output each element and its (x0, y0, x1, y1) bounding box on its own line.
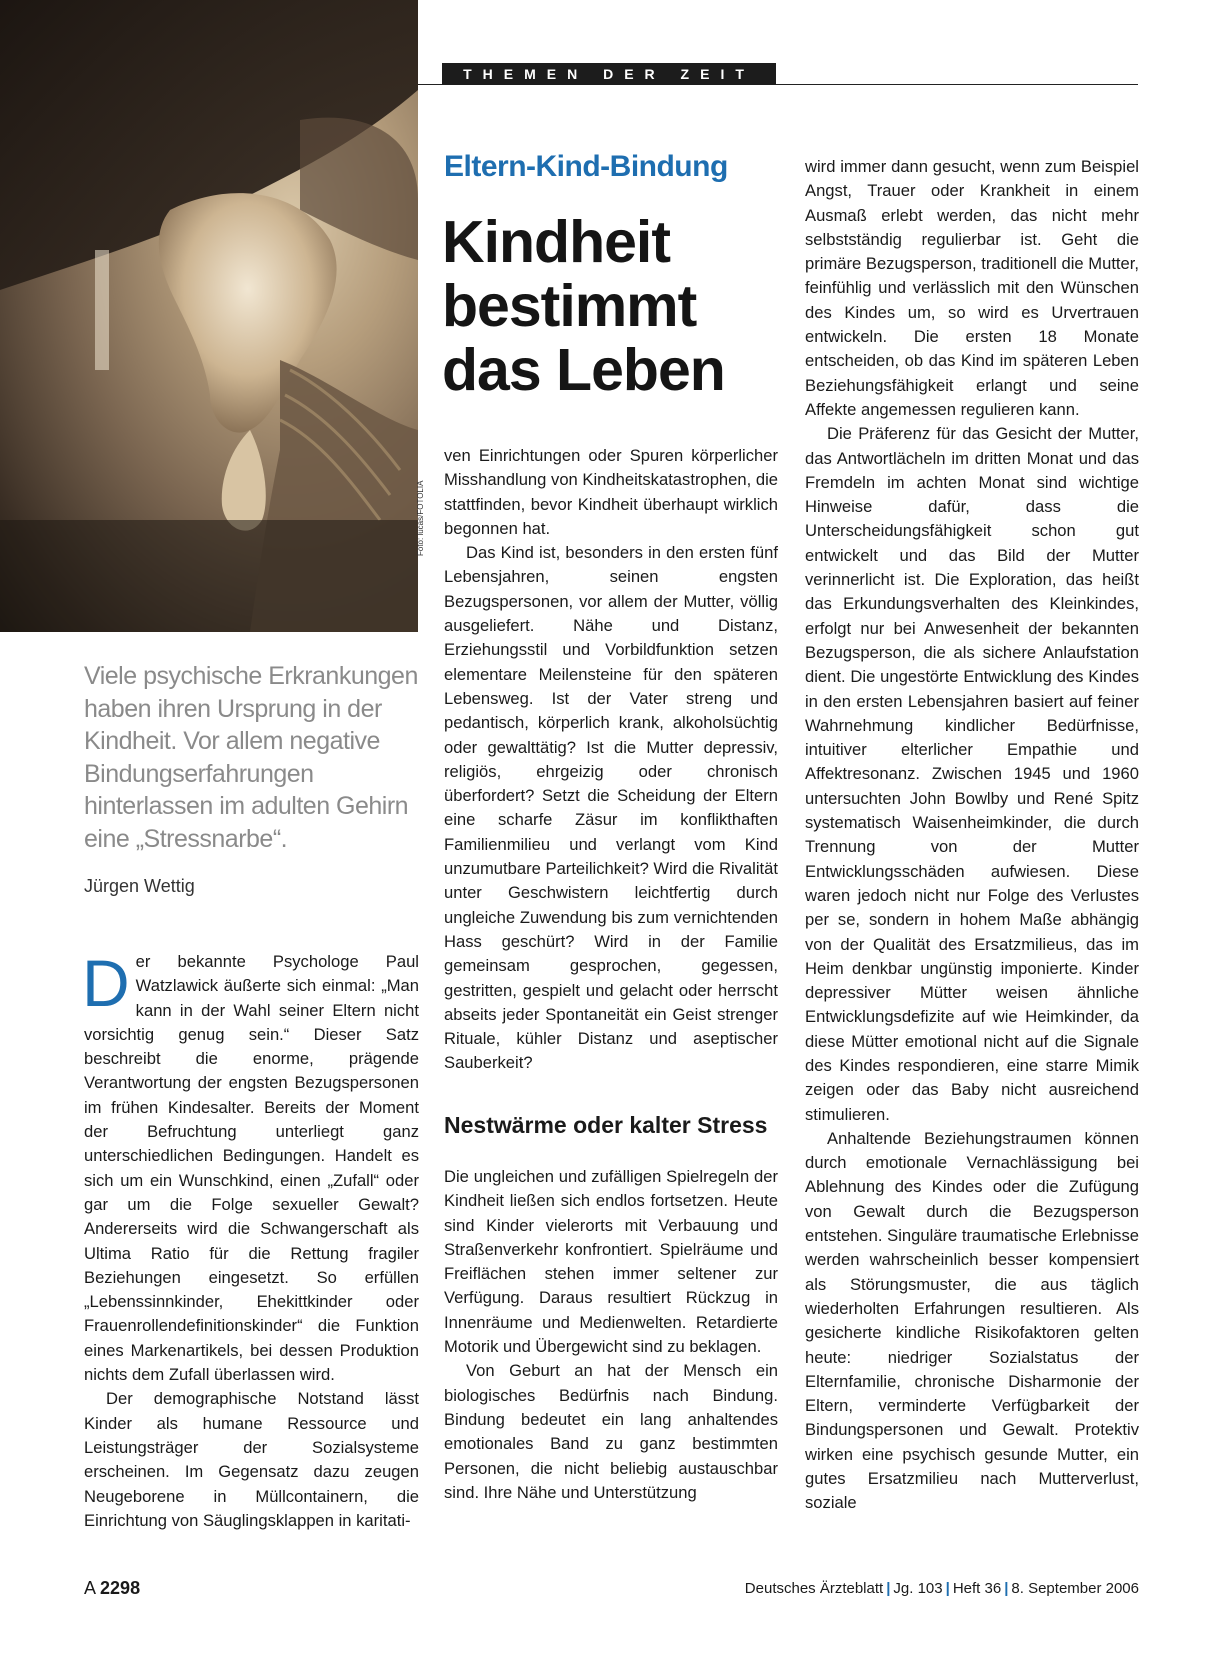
journal-volume: Jg. 103 (893, 1580, 943, 1597)
article-author: Jürgen Wettig (84, 876, 195, 896)
text-column-2-continued (444, 1165, 778, 1505)
page-number-value: 2298 (100, 1578, 141, 1598)
photo-credit: Foto: lucas/FOTOLIA (416, 480, 425, 556)
footer-separator: | (945, 1580, 950, 1597)
section-subheading: Nestwärme oder kalter Stress (444, 1112, 768, 1138)
hands-photo (0, 0, 418, 632)
paragraph: Der demographische Notstand lässt Kinder als humane Ressource und Leistungsträger der Sozialsysteme erscheinen. Im Gegensatz dazu zeugen Neugeborene in Müllcontainern, die Einrichtung von Säuglingsklappen in karitati- (84, 1389, 419, 1530)
paragraph: wird immer dann gesucht, wenn zum Beispiel Angst, Trauer oder Krankheit in einem Ausmaß erlebt werden, das nicht mehr selbstständig regulierbar ist. Geht die primäre Bezugsperson, traditionell die Mutter, feinfühlig und verlässlich mit den Wünschen des Kindes um, so wird es Urvertrauen entwickeln. Die ersten 18 Monate entscheiden, ob das Kind im späteren Leben Beziehungsfähigkeit erlangt und seine Affekte angemessen regulieren kann. (805, 157, 1139, 419)
paragraph: Anhaltende Beziehungstraumen können durch emotionale Vernachlässigung bei Ablehnung des Kindes oder die Zufügung von Gewalt durch die Bezugsperson entstehen. Singuläre traumatische Erlebnisse werden wahrscheinlich besser kompensiert als Störungsmuster, die aus täglich wiederholten Erfahrungen resultieren. Als gesicherte kindliche Risikofaktoren gelten heute: niedriger Sozialstatus der Elternfamilie, chronische Disharmonie der Eltern, verminderte Verfügbarkeit der Bindungspersonen und Gewalt. Protektiv wirken eine psychisch gesunde Mutter, ein gutes Ersatzmilieu nach Mutterverlust, soziale (805, 1128, 1139, 1513)
drop-cap: D (82, 946, 130, 1020)
section-rubric: THEMEN DER ZEIT (442, 63, 776, 85)
footer-separator: | (1004, 1580, 1009, 1597)
paragraph: Von Geburt an hat der Mensch ein biologisches Bedürfnis nach Bindung. Bindung bedeutet ein lang anhaltendes emotionales Band zu ganz bestimmten Personen, die nicht beliebig austauschbar sind. Ihre Nähe und Unterstützung (444, 1361, 778, 1502)
text-column-3 (805, 155, 1139, 1516)
text-column-1 (82, 946, 419, 1533)
paragraph-text: er bekannte Psychologe Paul Watzlawick äußerte sich einmal: „Man kann in der Wahl seiner Eltern nicht vorsichtig genug sein.“ Dieser Satz beschreibt die enorme, prägende Verantwortung der engsten Bezugspersonen im frühen Kindesalter. Bereits der Moment der Befruchtung unterliegt ganz unterschiedlichen Bedingungen. Handelt es sich um ein Wunschkind, einen „Zufall“ oder gar um die Folge sexueller Gewalt? Andererseits wird die Schwangerschaft als Ultima Ratio für die Rettung fragiler Beziehungen eingesetzt. So erfüllen „Lebenssinnkinder, Ehekittkinder oder Frauenrollendefinitionskinder“ die Funktion eines Markenartikels, bei dessen Produktion nichts dem Zufall überlassen wird. (84, 952, 419, 1385)
paragraph: Die Präferenz für das Gesicht der Mutter, das Antwortlächeln im dritten Monat und das Fremdeln im achten Monat sind wichtige Hinweise dafür, dass die Unterscheidungsfähigkeit schon gut entwickelt und das Bild der Mutter verinnerlicht ist. Die Exploration, das heißt das Erkundungsverhalten des Kleinkindes, erfolgt nur bei Anwesenheit der bekannten Bezugsperson, die als sichere Anlaufstation dient. Die ungestörte Entwicklung des Kindes in den ersten Lebensjahren basiert auf feiner Wahrnehmung kindlicher Bedürfnisse, intuitiver elterlicher Empathie und Affektresonanz. Zwischen 1945 und 1960 untersuchten John Bowlby und René Spitz systematisch Waisenheimkinder, die durch Trennung von der Mutter Entwicklungsschäden aufwiesen. Diese waren jedoch nicht nur Folge des Verlustes per se, sondern in hohem Maße abhängig von der Qualität des Ersatzmilieus, das im Heim denkbar ungünstig imponierte. Kinder depressiver Mütter weisen ähnliche Entwicklungsdefizite auf wie Heimkinder, da diese Mütter emotional nicht auf die Signale des Kindes respondieren, eine starre Mimik zeigen oder das Baby nicht ausreichend stimulieren. (805, 424, 1139, 1124)
paragraph: Die ungleichen und zufälligen Spielregeln der Kindheit ließen sich endlos fortsetzen. Heute sind Kinder vielerorts mit Verbauung und Straßenverkehr konfrontiert. Spielräume und Freiflächen stehen immer seltener zur Verfügung. Daraus resultiert Rückzug in Innenräume und Medienwelten. Retardierte Motorik und Übergewicht sind zu beklagen. (444, 1167, 778, 1357)
journal-date: 8. September 2006 (1011, 1580, 1139, 1597)
paragraph (82, 946, 419, 1387)
journal-issue: Heft 36 (952, 1580, 1002, 1597)
page-number (84, 1578, 140, 1599)
article-lead: Viele psychische Erkrankungen haben ihren Ursprung in der Kindheit. Vor allem negative Bindungserfahrungen hinterlassen im adulten Gehirn eine „Stressnarbe“. (84, 662, 418, 853)
journal-name: Deutsches Ärzteblatt (744, 1580, 884, 1597)
paragraph: ven Einrichtungen oder Spuren körperlicher Misshandlung von Kindheitskatastrophen, die stattfinden, bevor Kindheit überhaupt wirklich begonnen hat. (444, 446, 778, 538)
article-headline: Kindheit bestimmt das Leben (442, 209, 725, 403)
paragraph: Das Kind ist, besonders in den ersten fünf Lebensjahren, seinen engsten Bezugspersonen, vor allem der Mutter, völlig ausgeliefert. Nähe und Distanz, Erziehungsstil und Vorbildfunktion setzen elementare Meilensteine für den späteren Lebensweg. Ist der Vater streng und pedantisch, körperlich krank, alkoholsüchtig oder gewalttätig? Ist die Mutter depressiv, religiös, ehrgeizig oder chronisch überfordert? Setzt die Scheidung der Eltern eine scharfe Zäsur im konflikthaften Familienmilieu und verlangt vom Kind unzumutbare Parteilichkeit? Wird die Rivalität unter Geschwistern leichtfertig durch ungleiche Zuwendung bis zum vernichtenden Hass geschürt? Wird in der Familie gemeinsam gesprochen, gegessen, gestritten, gespielt und gelacht oder herrscht abseits jeder Spontaneität ein Geist strenger Rituale, kühler Distanz und aseptischer Sauberkeit? (444, 543, 778, 1073)
journal-footer (745, 1580, 1139, 1597)
article-kicker: Eltern-Kind-Bindung (444, 150, 728, 183)
hands-illustration (0, 0, 418, 632)
page-prefix: A (84, 1578, 96, 1598)
footer-separator: | (886, 1580, 891, 1597)
text-column-2 (444, 444, 778, 1076)
